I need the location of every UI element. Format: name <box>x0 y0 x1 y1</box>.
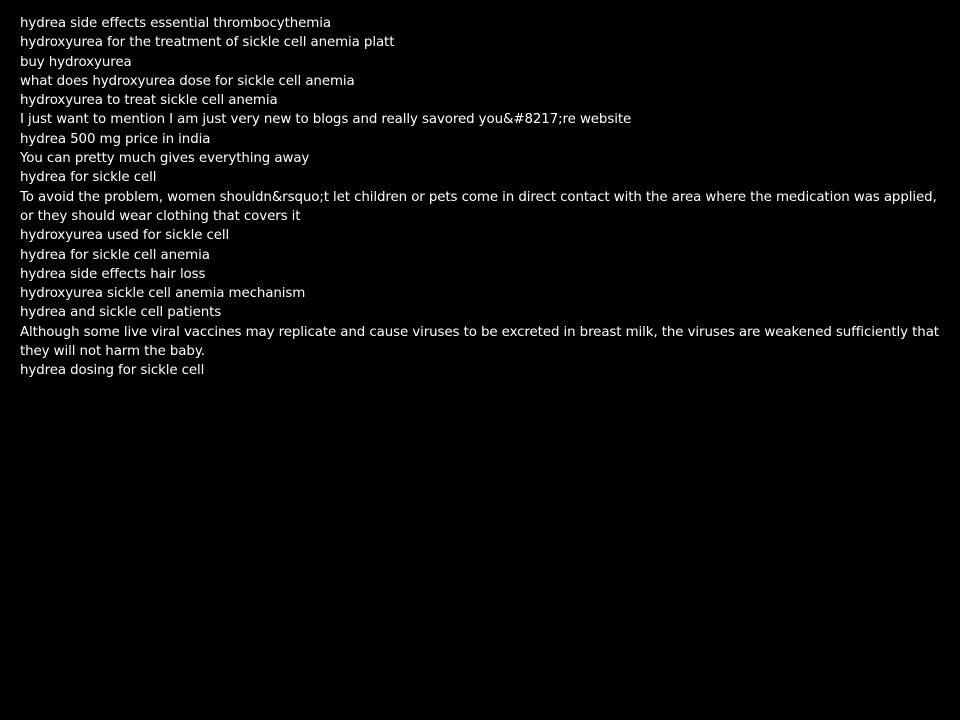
text-line: hydrea 500 mg price in india <box>20 131 211 147</box>
text-line: hydrea for sickle cell <box>20 170 157 186</box>
text-line: buy hydroxyurea <box>20 54 132 70</box>
text-line: hydrea for sickle cell anemia <box>20 247 210 263</box>
text-line: To avoid the problem, women shouldn&rsquo;t let children or pets come in direct contact with the area where the medication was applied, or they should wear clothing that covers it <box>20 189 937 224</box>
text-line: hydroxyurea to treat sickle cell anemia <box>20 93 278 109</box>
text-line: hydrea side effects essential thrombocythemia <box>20 16 331 31</box>
text-line: hydrea side effects hair loss <box>20 266 206 282</box>
text-line: Although some live viral vaccines may replicate and cause viruses to be excreted in breast milk, the viruses are weakened sufficiently that they will not harm the baby. <box>20 324 939 360</box>
text-line: hydrea and sickle cell patients <box>20 305 222 321</box>
text-line: You can pretty much gives everything away <box>20 151 310 167</box>
text-line: hydrea dosing for sickle cell <box>20 363 205 379</box>
text-line: hydroxyurea sickle cell anemia mechanism <box>20 286 306 302</box>
text-line: hydroxyurea used for sickle cell <box>20 228 230 244</box>
text-line: I just want to mention I am just very new to blogs and really savored you&#8217;re website <box>20 112 632 128</box>
text-line: what does hydroxyurea dose for sickle cell anemia <box>20 73 355 89</box>
text-line: hydroxyurea for the treatment of sickle cell anemia platt <box>20 35 395 51</box>
